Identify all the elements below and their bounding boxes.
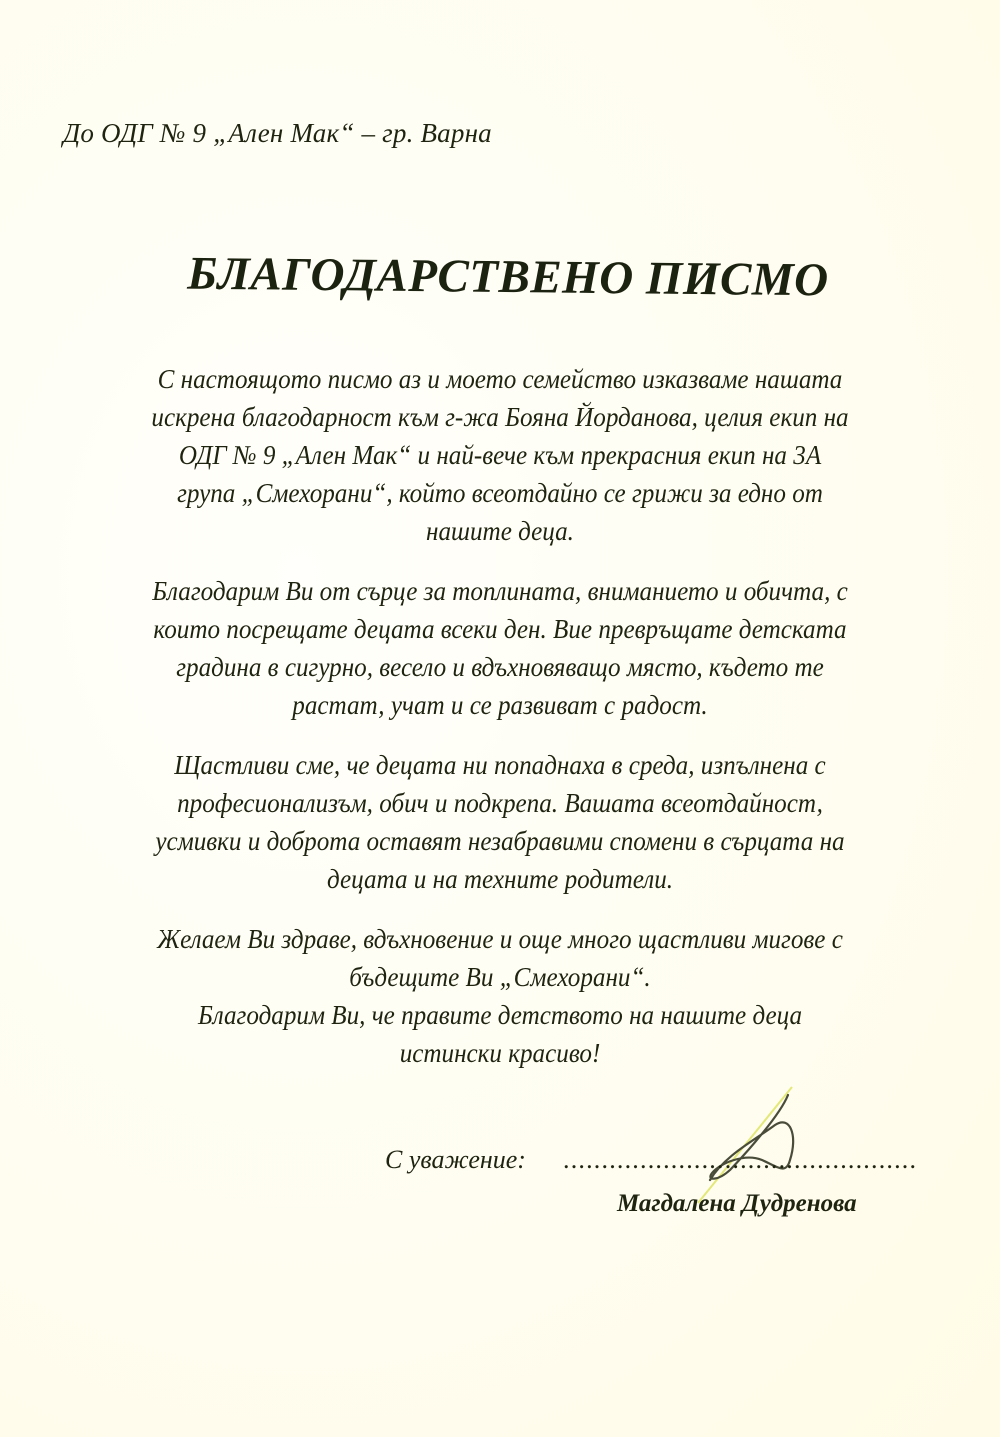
regards-label: С уважение: — [385, 1145, 526, 1174]
paragraph-intro — [54, 360, 947, 550]
paragraph-thanks — [54, 572, 947, 724]
text-line: децата и на техните родители. — [326, 864, 674, 894]
text-line: истински красиво! — [399, 1038, 601, 1068]
text-line: Желаем Ви здраве, вдъхновение и още много щастливи мигове с — [157, 924, 843, 954]
text-line: градина в сигурно, весело и вдъхновяващо място, където те — [176, 652, 824, 682]
signature-block — [380, 1145, 920, 1235]
text-line: искрена благодарност към г-жа Бояна Йорданова, целия екип на — [151, 402, 849, 432]
text-line: група „Смехорани“, който всеотдайно се грижи за едно от — [177, 478, 823, 508]
text-line: които посрещате децата всеки ден. Вие превръщате детската — [153, 614, 847, 644]
signature-line: .............................................. — [563, 1145, 918, 1174]
text-line: професионализъм, обич и подкрепа. Вашата всеотдайност, — [177, 788, 823, 818]
paragraph-happiness — [54, 746, 947, 898]
addressee-line: До ОДГ № 9 „Ален Мак“ – гр. Варна — [63, 118, 492, 148]
paragraph-wishes — [54, 920, 947, 1072]
signer-name: Магдалена Дудренова — [617, 1190, 857, 1217]
letter-title: БЛАГОДАРСТВЕНО ПИСМО — [187, 247, 829, 307]
text-line: нашите деца. — [426, 516, 574, 546]
text-line: растат, учат и се развиват с радост. — [292, 690, 708, 720]
letter-body — [54, 360, 947, 1072]
text-line: С настоящото писмо аз и моето семейство изказваме нашата — [157, 364, 843, 394]
text-line: усмивки и доброта оставят незабравими спомени в сърцата на — [155, 826, 845, 856]
text-line: ОДГ № 9 „Ален Мак“ и най-вече към прекрасния екип на 3А — [178, 440, 822, 470]
text-line: Благодарим Ви, че правите детството на нашите деца — [197, 1000, 803, 1030]
text-line: Щастливи сме, че децата ни попаднаха в среда, изпълнена с — [174, 750, 826, 780]
text-line: бъдещите Ви „Смехорани“. — [349, 962, 651, 992]
text-line: Благодарим Ви от сърце за топлината, вниманието и обичта, с — [152, 576, 848, 606]
